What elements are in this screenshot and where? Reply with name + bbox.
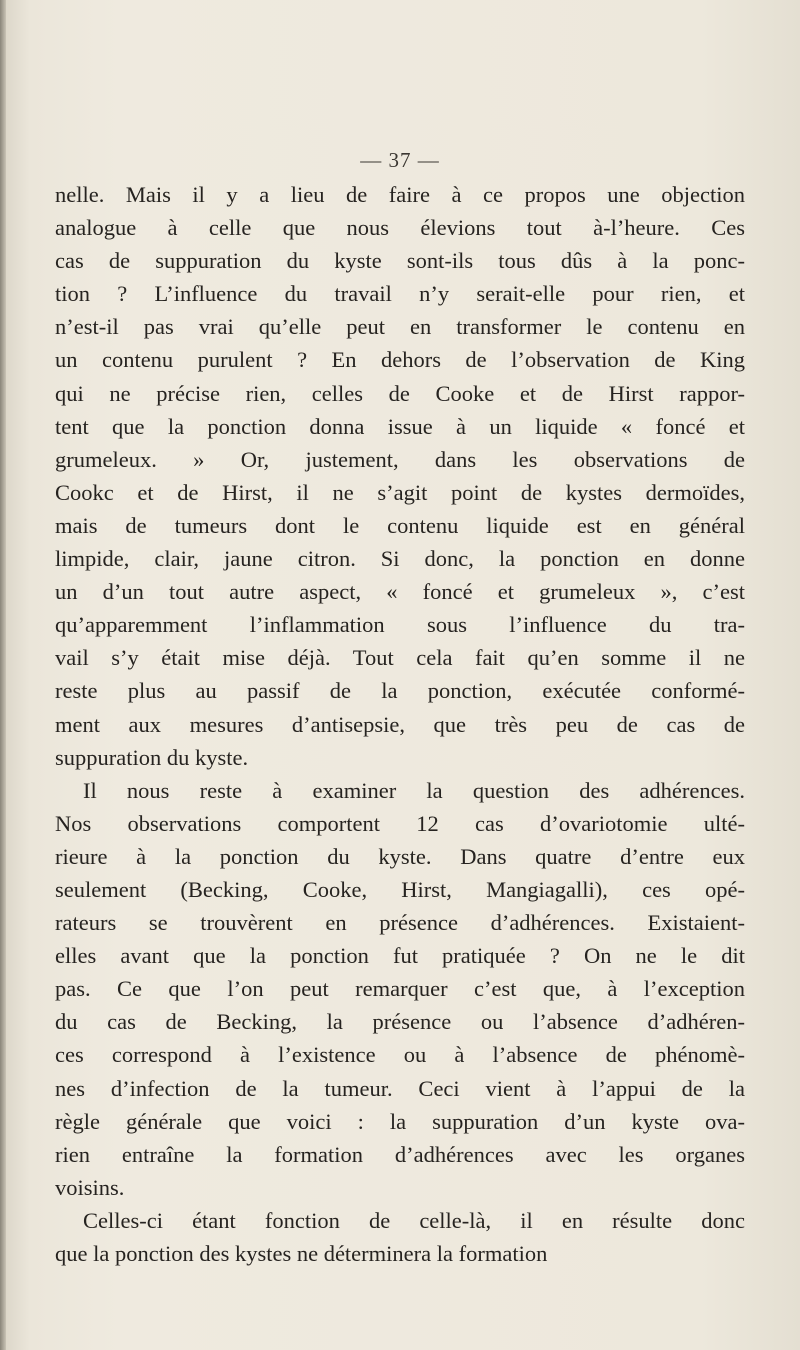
text-line: rieure à la ponction du kyste. Dans quatre d’entre eux (55, 843, 745, 869)
text-line: rien entraîne la formation d’adhérences avec les organes (55, 1141, 745, 1167)
text-line: du cas de Becking, la présence ou l’absence d’adhéren- (55, 1009, 745, 1035)
text-line: ces correspond à l’existence ou à l’absence de phénomè- (55, 1042, 745, 1068)
text-line: pas. Ce que l’on peut remarquer c’est que, à l’exception (55, 976, 745, 1002)
text-line: Cookc et de Hirst, il ne s’agit point de kystes dermoïdes, (55, 479, 745, 505)
text-line: n’est-il pas vrai qu’elle peut en transformer le contenu en (55, 314, 745, 340)
text-line: cas de suppuration du kyste sont-ils tous dûs à la ponc- (55, 248, 745, 274)
text-line: elles avant que la ponction fut pratiquée ? On ne le dit (55, 943, 745, 969)
text-line: règle générale que voici : la suppuration d’un kyste ova- (55, 1108, 745, 1134)
text-line: qui ne précise rien, celles de Cooke et de Hirst rappor- (55, 380, 745, 406)
text-line: rateurs se trouvèrent en présence d’adhérences. Existaient- (55, 910, 745, 936)
text-line: grumeleux. » Or, justement, dans les observations de (55, 446, 745, 472)
text-line: nes d’infection de la tumeur. Ceci vient à l’appui de la (55, 1075, 745, 1101)
paragraph-end-line: voisins. (55, 1174, 125, 1200)
text-line: qu’apparemment l’inflammation sous l’influence du tra- (55, 612, 745, 638)
text-line: tion ? L’influence du travail n’y serait-elle pour rien, et (55, 281, 745, 307)
paragraph-start-line: Il nous reste à examiner la question des adhérences. (83, 777, 745, 803)
text-line: un d’un tout autre aspect, « foncé et grumeleux », c’est (55, 579, 745, 605)
text-line: vail s’y était mise déjà. Tout cela fait qu’en somme il ne (55, 645, 745, 671)
text-line: nelle. Mais il y a lieu de faire à ce propos une objection (55, 182, 745, 207)
text-line: limpide, clair, jaune citron. Si donc, la ponction en donne (55, 546, 745, 572)
text-line: seulement (Becking, Cooke, Hirst, Mangiagalli), ces opé- (55, 876, 745, 902)
page-number: — 37 — (360, 148, 440, 172)
page-binding-edge (0, 0, 6, 1350)
text-line: reste plus au passif de la ponction, exécutée conformé- (55, 678, 745, 704)
text-line: ment aux mesures d’antisepsie, que très peu de cas de (55, 711, 745, 737)
text-line: Nos observations comportent 12 cas d’ovariotomie ulté- (55, 810, 745, 836)
text-line: mais de tumeurs dont le contenu liquide est en général (55, 512, 745, 538)
text-line: tent que la ponction donna issue à un liquide « foncé et (55, 413, 745, 439)
text-line: que la ponction des kystes ne déterminera la formation (55, 1241, 548, 1266)
paragraph-end-line: suppuration du kyste. (55, 744, 249, 770)
text-line: analogue à celle que nous élevions tout à-l’heure. Ces (55, 215, 745, 241)
text-line: un contenu purulent ? En dehors de l’observation de King (55, 347, 745, 373)
body-text (55, 178, 745, 1270)
paragraph-start-line: Celles-ci étant fonction de celle-là, il en résulte donc (83, 1207, 745, 1233)
